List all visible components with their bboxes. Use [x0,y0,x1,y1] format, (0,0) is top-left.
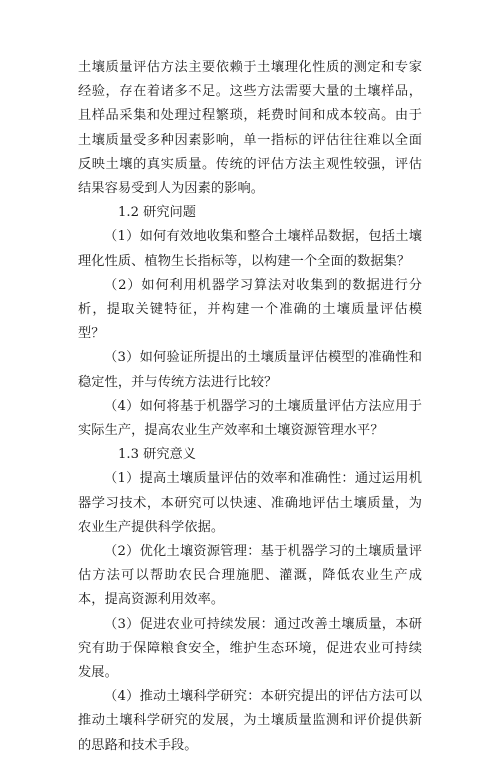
section-heading-research-questions: 1.2 研究问题 [118,205,196,221]
research-question-2: （2）如何利用机器学习算法对收集到的数据进行分析，提取关键特征，并构建一个准确的土壤质量评估模型？ [78,277,422,342]
research-question-1: （1）如何有效地收集和整合土壤样品数据，包括土壤理化性质、植物生长指标等，以构建一个全面的数据集？ [78,229,422,269]
significance-item-4: （4）推动土壤科学研究：本研究提出的评估方法可以推动土壤科学研究的发展，为土壤质量监测和评价提供新的思路和技术手段。 [78,689,422,753]
significance-item-1: （1）提高土壤质量评估的效率和准确性：通过运用机器学习技术，本研究可以快速、准确地评估土壤质量，为农业生产提供科学依据。 [78,471,422,535]
significance-item-2: （2）优化土壤资源管理：基于机器学习的土壤质量评估方法可以帮助农民合理施肥、灌溉，降低农业生产成本，提高资源利用效率。 [78,544,422,608]
research-question-4: （4）如何将基于机器学习的土壤质量评估方法应用于实际生产，提高农业生产效率和土壤资源管理水平？ [78,398,422,439]
research-question-3: （3）如何验证所提出的土壤质量评估模型的准确性和稳定性，并与传统方法进行比较？ [78,350,422,390]
significance-item-3: （3）促进农业可持续发展：通过改善土壤质量，本研究有助于保障粮食安全，维护生态环境，促进农业可持续发展。 [78,616,422,681]
intro-paragraph: 土壤质量评估方法主要依赖于土壤理化性质的测定和专家经验，存在着诸多不足。这些方法需要大量的土壤样品，且样品采集和处理过程繁琐，耗费时间和成本较高。由于土壤质量受多种因素影响，单一指标的评估往往难以全面反映土壤的真实质量。传统的评估方法主观性较强，评估结果容易受到人为因素的影响。 [78,60,422,197]
section-heading-research-significance: 1.3 研究意义 [118,447,196,463]
